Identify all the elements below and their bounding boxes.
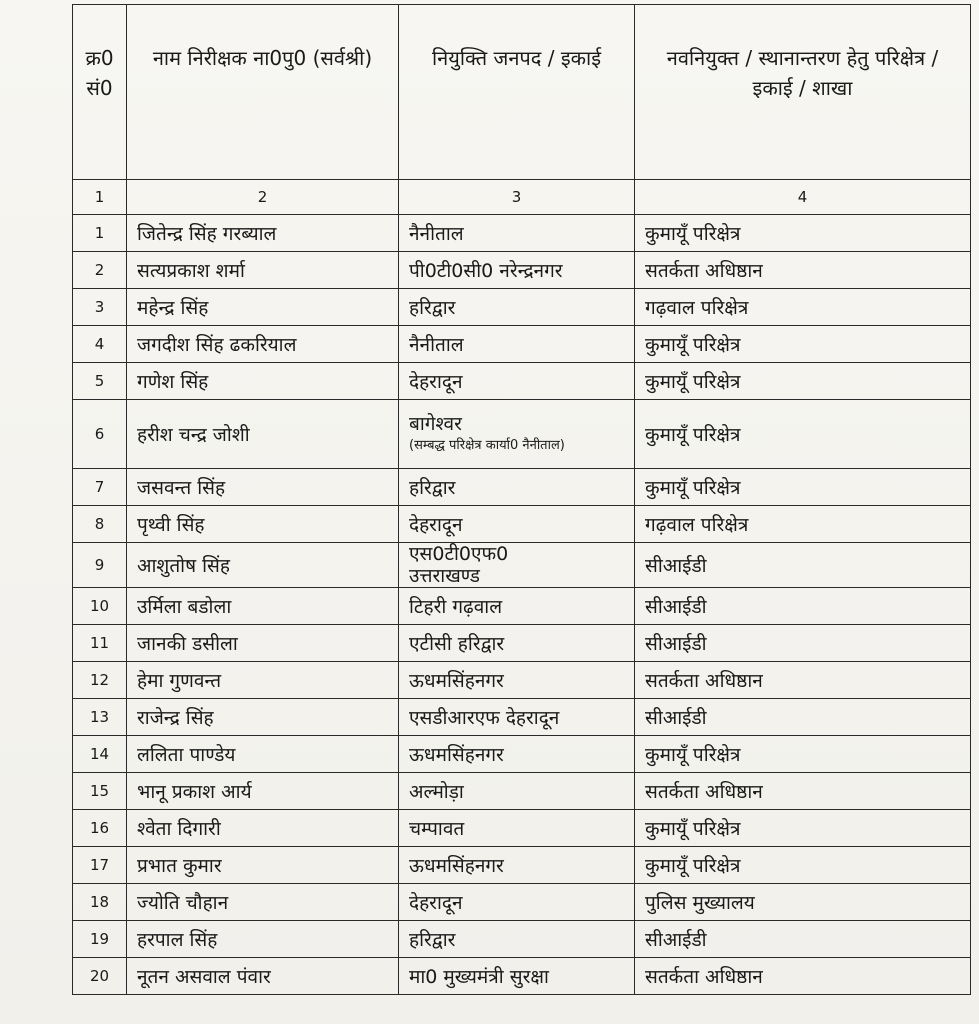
serial-cell: 16 <box>73 810 127 847</box>
current-posting-cell <box>399 400 635 469</box>
table-row <box>73 662 971 699</box>
serial-cell: 15 <box>73 773 127 810</box>
serial-cell: 6 <box>73 400 127 469</box>
new-posting-cell: कुमायूँ परिक्षेत्र <box>635 215 971 252</box>
name-cell: पृथ्वी सिंह <box>127 506 399 543</box>
name-cell: आशुतोष सिंह <box>127 543 399 588</box>
table-row <box>73 847 971 884</box>
new-posting-cell: सतर्कता अधिष्ठान <box>635 773 971 810</box>
new-posting-cell: सतर्कता अधिष्ठान <box>635 662 971 699</box>
current-posting-cell: चम्पावत <box>399 810 635 847</box>
serial-cell: 4 <box>73 326 127 363</box>
table-body <box>73 215 971 995</box>
serial-cell: 9 <box>73 543 127 588</box>
current-posting-cell: देहरादून <box>399 884 635 921</box>
table-row <box>73 588 971 625</box>
name-cell: ललिता पाण्डेय <box>127 736 399 773</box>
new-posting-cell: कुमायूँ परिक्षेत्र <box>635 326 971 363</box>
table-header-row <box>73 5 971 180</box>
table-row <box>73 469 971 506</box>
name-cell: हरपाल सिंह <box>127 921 399 958</box>
name-cell: जानकी डसीला <box>127 625 399 662</box>
table-row <box>73 506 971 543</box>
serial-cell: 10 <box>73 588 127 625</box>
current-posting-cell: हरिद्वार <box>399 289 635 326</box>
name-cell: हरीश चन्द्र जोशी <box>127 400 399 469</box>
current-posting-cell: नैनीताल <box>399 215 635 252</box>
current-posting-cell: ऊधमसिंहनगर <box>399 736 635 773</box>
name-cell: गणेश सिंह <box>127 363 399 400</box>
current-posting-cell: हरिद्वार <box>399 469 635 506</box>
table-row <box>73 625 971 662</box>
name-cell: राजेन्द्र सिंह <box>127 699 399 736</box>
table-row <box>73 289 971 326</box>
name-cell: जसवन्त सिंह <box>127 469 399 506</box>
serial-cell: 7 <box>73 469 127 506</box>
new-posting-cell: गढ़वाल परिक्षेत्र <box>635 506 971 543</box>
name-cell: जगदीश सिंह ढकरियाल <box>127 326 399 363</box>
header-serial-number: क्र0 सं0 <box>73 5 127 180</box>
table-row <box>73 363 971 400</box>
name-cell: जितेन्द्र सिंह गरब्याल <box>127 215 399 252</box>
serial-cell: 18 <box>73 884 127 921</box>
column-number: 3 <box>399 180 635 215</box>
current-posting-cell: हरिद्वार <box>399 921 635 958</box>
new-posting-cell: कुमायूँ परिक्षेत्र <box>635 469 971 506</box>
current-posting-cell: एटीसी हरिद्वार <box>399 625 635 662</box>
name-cell: उर्मिला बडोला <box>127 588 399 625</box>
serial-cell: 1 <box>73 215 127 252</box>
name-cell: हेमा गुणवन्त <box>127 662 399 699</box>
current-posting-text: बागेश्वर <box>409 413 462 435</box>
table-row <box>73 884 971 921</box>
new-posting-cell: कुमायूँ परिक्षेत्र <box>635 400 971 469</box>
current-posting-text: एस0टी0एफ0 <box>409 543 509 565</box>
serial-cell: 17 <box>73 847 127 884</box>
current-posting-cell: मा0 मुख्यमंत्री सुरक्षा <box>399 958 635 995</box>
serial-cell: 11 <box>73 625 127 662</box>
table-row <box>73 958 971 995</box>
serial-cell: 20 <box>73 958 127 995</box>
new-posting-cell: सीआईडी <box>635 588 971 625</box>
new-posting-cell: सीआईडी <box>635 699 971 736</box>
serial-cell: 12 <box>73 662 127 699</box>
new-posting-cell: सीआईडी <box>635 921 971 958</box>
current-posting-cell: ऊधमसिंहनगर <box>399 847 635 884</box>
serial-cell: 8 <box>73 506 127 543</box>
name-cell: ज्योति चौहान <box>127 884 399 921</box>
table-row <box>73 699 971 736</box>
name-cell: श्वेता दिगारी <box>127 810 399 847</box>
column-number-row <box>73 180 971 215</box>
current-posting-cell: नैनीताल <box>399 326 635 363</box>
current-posting-cell: टिहरी गढ़वाल <box>399 588 635 625</box>
current-posting-text-line2: उत्तराखण्ड <box>409 565 480 587</box>
table-row <box>73 326 971 363</box>
column-number: 1 <box>73 180 127 215</box>
table-row <box>73 810 971 847</box>
new-posting-cell: गढ़वाल परिक्षेत्र <box>635 289 971 326</box>
new-posting-cell: कुमायूँ परिक्षेत्र <box>635 847 971 884</box>
new-posting-cell: सीआईडी <box>635 543 971 588</box>
table-row <box>73 252 971 289</box>
current-posting-cell: एसडीआरएफ देहरादून <box>399 699 635 736</box>
column-number: 4 <box>635 180 971 215</box>
table-row <box>73 921 971 958</box>
current-posting-cell: पी0टी0सी0 नरेन्द्रनगर <box>399 252 635 289</box>
serial-cell: 13 <box>73 699 127 736</box>
current-posting-cell: ऊधमसिंहनगर <box>399 662 635 699</box>
new-posting-cell: सतर्कता अधिष्ठान <box>635 958 971 995</box>
new-posting-cell: सीआईडी <box>635 625 971 662</box>
current-posting-cell: देहरादून <box>399 363 635 400</box>
current-posting-cell: अल्मोड़ा <box>399 773 635 810</box>
name-cell: सत्यप्रकाश शर्मा <box>127 252 399 289</box>
attachment-note: (सम्बद्ध परिक्षेत्र कार्या0 नैनीताल) <box>409 438 565 453</box>
new-posting-cell: सतर्कता अधिष्ठान <box>635 252 971 289</box>
name-cell: प्रभात कुमार <box>127 847 399 884</box>
table-row <box>73 543 971 588</box>
column-number: 2 <box>127 180 399 215</box>
header-current-posting: नियुक्ति जनपद / इकाई <box>399 5 635 180</box>
header-new-posting: नवनियुक्त / स्थानान्तरण हेतु परिक्षेत्र / इकाई / शाखा <box>635 5 971 180</box>
new-posting-cell: कुमायूँ परिक्षेत्र <box>635 363 971 400</box>
table-row <box>73 215 971 252</box>
serial-cell: 3 <box>73 289 127 326</box>
name-cell: महेन्द्र सिंह <box>127 289 399 326</box>
new-posting-cell: कुमायूँ परिक्षेत्र <box>635 736 971 773</box>
name-cell: भानू प्रकाश आर्य <box>127 773 399 810</box>
new-posting-cell: पुलिस मुख्यालय <box>635 884 971 921</box>
current-posting-cell <box>399 543 635 588</box>
table-row <box>73 773 971 810</box>
serial-cell: 5 <box>73 363 127 400</box>
header-inspector-name: नाम निरीक्षक ना0पु0 (सर्वश्री) <box>127 5 399 180</box>
serial-cell: 14 <box>73 736 127 773</box>
transfer-list-table <box>72 4 971 995</box>
table-row <box>73 736 971 773</box>
new-posting-cell: कुमायूँ परिक्षेत्र <box>635 810 971 847</box>
name-cell: नूतन असवाल पंवार <box>127 958 399 995</box>
current-posting-cell: देहरादून <box>399 506 635 543</box>
serial-cell: 2 <box>73 252 127 289</box>
table-row <box>73 400 971 469</box>
serial-cell: 19 <box>73 921 127 958</box>
